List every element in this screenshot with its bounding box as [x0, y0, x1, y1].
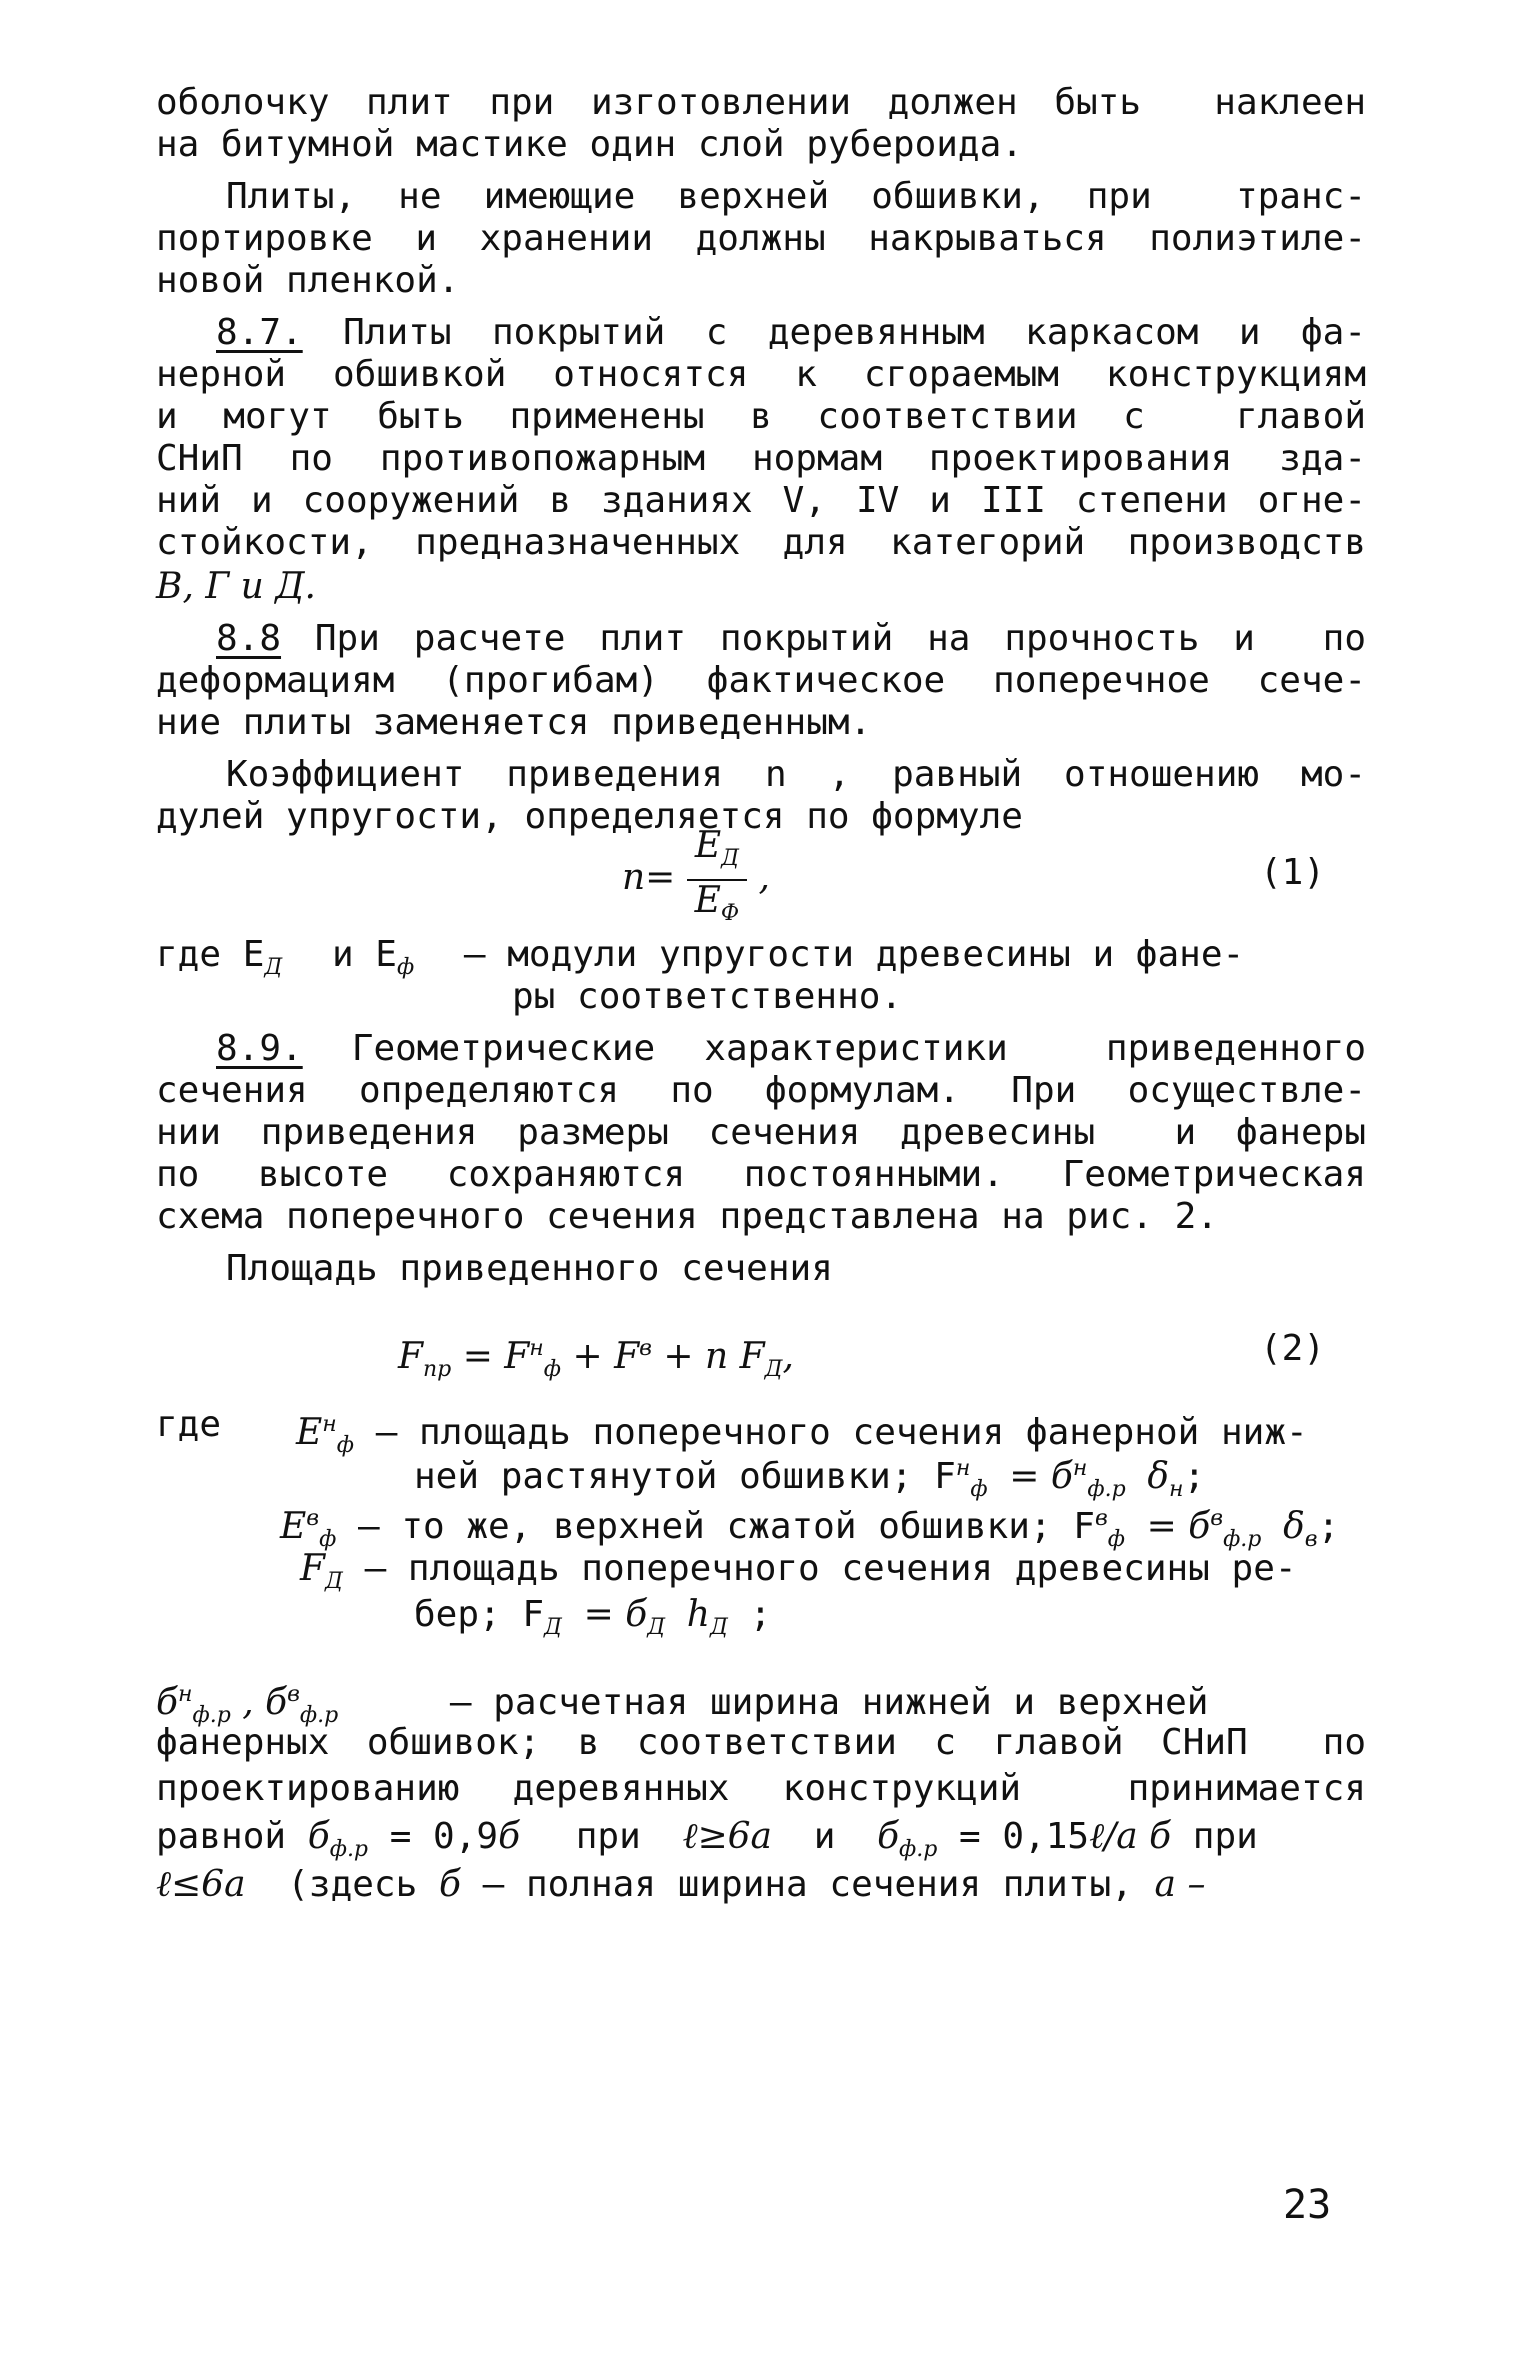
numerator: E: [694, 825, 722, 866]
section-number: 8.8: [216, 618, 282, 659]
condition-line: равной $б_{ф.р} = 0,9б$ при ℓ≥6a и $б_{ф.р}$ = 0,15ℓ/a б при: [156, 1816, 1258, 1863]
text-span: и: [813, 1816, 836, 1857]
formula-part: + F: [572, 1336, 640, 1377]
text-line: нерной обшивкой относятся к сгораемым конструкциям: [156, 354, 1366, 395]
section-number: 8.9.: [216, 1028, 303, 1069]
where-label: где: [156, 1404, 222, 1445]
fraction: [687, 826, 747, 934]
text-line: ний и сооружений в зданиях V, IV и III степени огне-: [156, 480, 1366, 521]
text-line: нии приведения размеры сечения древесины и фанеры: [156, 1112, 1366, 1153]
formula-part: = б: [583, 1594, 648, 1635]
text-span: равной: [156, 1816, 287, 1857]
equation-number: (1): [1260, 852, 1326, 893]
formula-part: = б: [1009, 1456, 1073, 1497]
formula-part: + n F: [663, 1336, 765, 1377]
text-line: Плиты, не имеющие верхней обшивки, при транс-: [226, 176, 1366, 217]
formula-1: [622, 826, 770, 934]
text-span: бер; F: [414, 1594, 545, 1635]
symbol: б: [877, 1816, 900, 1857]
formula-tail: ,: [782, 1336, 794, 1377]
definition-3-cont: бер; $F_Д = б_Д$ $h_Д$ ;: [414, 1594, 772, 1641]
formula-part: = F: [462, 1336, 530, 1377]
text-line: ры соответственно.: [512, 976, 903, 1017]
page-number: 23: [1283, 2182, 1332, 2228]
where-line: где $Е_Д$ и $Е_ф$ – модули упругости древесины и фане-: [156, 934, 1245, 981]
text-line: новой пленкой.: [156, 260, 460, 301]
text-span: – площадь поперечного сечения древесины ре-: [364, 1548, 1297, 1589]
symbol: б: [438, 1864, 461, 1905]
symbol: б: [498, 1816, 521, 1857]
formula-sub: Д: [764, 1357, 783, 1383]
text-line: ние плиты заменяется приведенным.: [156, 702, 872, 743]
formula-part: δ: [1283, 1506, 1305, 1547]
text-span: Плиты покрытий с деревянным каркасом и фа-: [302, 312, 1366, 353]
text-line: дулей упругости, определяется по формуле: [156, 796, 1023, 837]
text-span: при: [575, 1816, 641, 1857]
text-span: = 0,9: [389, 1816, 499, 1857]
numerator-sub: Д: [721, 846, 739, 872]
formula-sub: ф: [543, 1357, 562, 1383]
text-line: В, Г и Д.: [156, 566, 316, 607]
text-span: ней растянутой обшивки; F: [414, 1456, 956, 1497]
symbol: б: [307, 1816, 330, 1857]
text-line: сечения определяются по формулам. При осуществле-: [156, 1070, 1366, 1111]
definition-4: $б^н_{ф.р}$ , $б^в_{ф.р}$ – расчетная ширина нижней и верхней: [156, 1682, 1209, 1729]
condition-line-2: [156, 1860, 1205, 1910]
text-span: – модули упругости древесины и фане-: [463, 934, 1245, 975]
condition: ℓ≥6a: [682, 1816, 772, 1857]
symbol: E: [280, 1506, 307, 1547]
denominator-sub: Ф: [720, 901, 740, 927]
text-line: Площадь приведенного сечения: [226, 1248, 833, 1289]
formula-part: ;: [749, 1594, 772, 1635]
formula-sup: н: [529, 1336, 544, 1361]
formula-part: δ: [1147, 1456, 1170, 1497]
formula-symbol: F: [398, 1336, 423, 1377]
denominator: E: [694, 880, 721, 922]
definition-1-cont: ней растянутой обшивки; $F^н_ф = б^н_{ф.р}$ $\delta_н$;: [414, 1456, 1206, 1503]
formula-2: [398, 1324, 794, 1395]
condition: ℓ≤6a: [156, 1864, 246, 1905]
text-line: СНиП по противопожарным нормам проектирования зда-: [156, 438, 1366, 479]
text-line: фанерных обшивок; в соответствии с главой СНиП по: [156, 1722, 1366, 1763]
definition-3: $F_Д$ – площадь поперечного сечения древесины ре-: [300, 1548, 1297, 1595]
formula-tail: ,: [758, 857, 770, 899]
formula-sub: пр: [422, 1357, 452, 1383]
symbol: F: [300, 1548, 325, 1589]
symbol: E: [296, 1412, 323, 1453]
definition-1: $E^н_ф$ – площадь поперечного сечения фанерной ниж-: [296, 1412, 1308, 1459]
text-line: стойкости, предназначенных для категорий производств: [156, 522, 1366, 563]
text-line: и могут быть применены в соответствии с главой: [156, 396, 1366, 437]
text-line: по высоте сохраняются постоянными. Геометрическая: [156, 1154, 1366, 1195]
text-span: – площадь поперечного сечения фанерной ниж-: [375, 1412, 1308, 1453]
text-span: при: [1192, 1816, 1258, 1857]
formula-lhs: n=: [622, 857, 676, 899]
text-line: портировке и хранении должны накрываться полиэтиле-: [156, 218, 1366, 259]
formula-part: h: [686, 1594, 710, 1635]
text-span: – то же, верхней сжатой обшивки; F: [358, 1506, 1095, 1547]
text-span: Геометрические характеристики приведенного: [302, 1028, 1366, 1069]
text-line: Коэффициент приведения n , равный отношению мо-: [226, 754, 1366, 795]
definition-2: $E^в_ф$ – то же, верхней сжатой обшивки; $F^в_ф = б^в_{ф.р}$ $\delta_в$;: [280, 1506, 1340, 1553]
section-number: 8.7.: [216, 312, 303, 353]
text-line: схема поперечного сечения представлена на рис. 2.: [156, 1196, 1219, 1237]
text-span: = 0,15: [959, 1816, 1090, 1857]
text-span: (здесь: [287, 1864, 418, 1905]
text-span: и Е: [331, 934, 397, 975]
text-line: на битумной мастике один слой рубероида.: [156, 124, 1023, 165]
symbol: a –: [1154, 1864, 1206, 1905]
formula-sup: в: [639, 1336, 652, 1361]
equation-number: (2): [1260, 1328, 1326, 1369]
formula-part: = б: [1146, 1506, 1211, 1547]
text-line: проектированию деревянных конструкций принимается: [156, 1768, 1366, 1809]
text-span: – полная ширина сечения плиты,: [482, 1864, 1133, 1905]
text-line: оболочку плит при изготовлении должен быть наклеен: [156, 82, 1366, 123]
text-span: При расчете плит покрытий на прочность и по: [281, 618, 1366, 659]
text-line: деформациям (прогибам) фактическое поперечное сече-: [156, 660, 1366, 701]
text-span: где Е: [156, 934, 265, 975]
text-span: – расчетная ширина нижней и верхней: [449, 1682, 1209, 1723]
